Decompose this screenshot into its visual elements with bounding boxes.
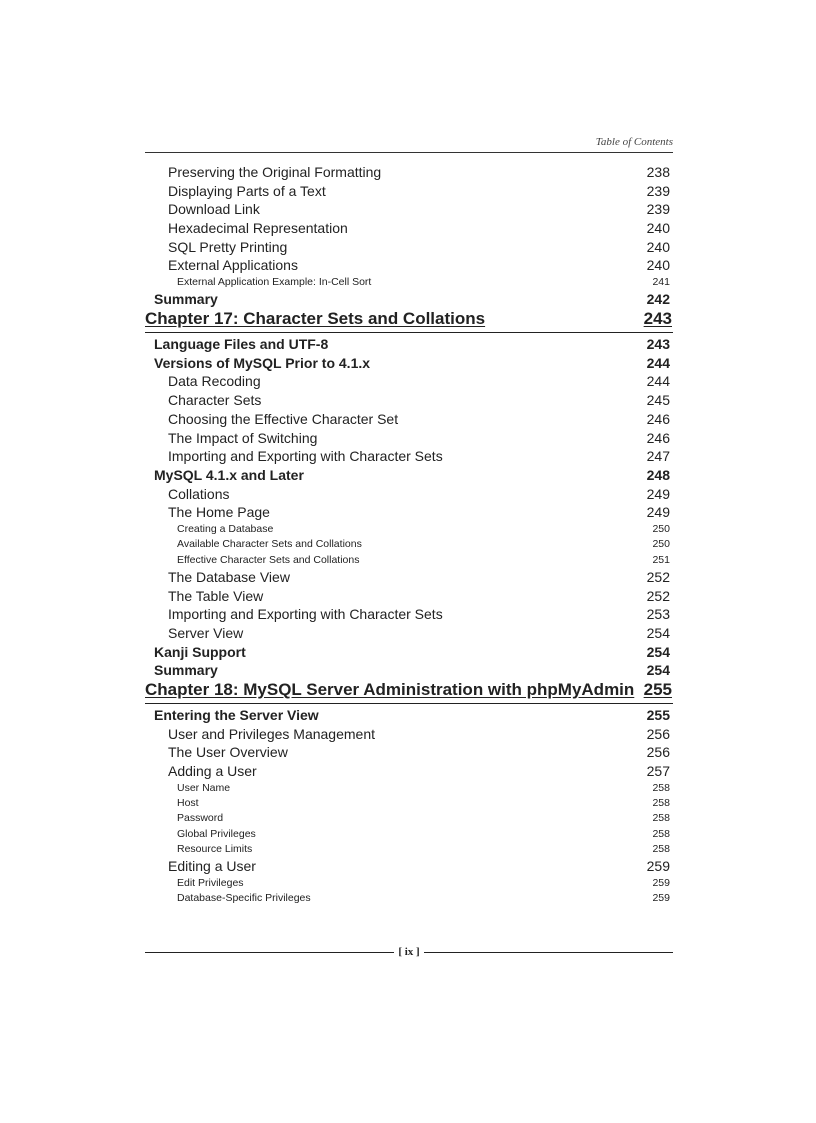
header-rule [145, 152, 673, 153]
toc-entry [145, 391, 673, 410]
toc-entry-page: 242 [646, 291, 670, 308]
toc-entry-page: 252 [646, 568, 670, 585]
toc-entry [145, 219, 673, 238]
toc-entry-title: Summary [154, 291, 218, 308]
toc-entry [145, 503, 673, 522]
toc-entry-title: Preserving the Original Formatting [168, 164, 382, 180]
toc-subentry [145, 827, 673, 842]
toc-entry-title: Kanji Support [154, 643, 246, 660]
toc-entry [145, 238, 673, 257]
toc-entry-page: 257 [646, 763, 670, 780]
toc-entry-page: 259 [652, 876, 670, 889]
toc-entry-page: 258 [652, 827, 670, 840]
toc-entry-title: Importing and Exporting with Character Sets [168, 448, 443, 465]
toc-entry-title: Adding a User [168, 763, 257, 780]
footer-rule-left [145, 952, 394, 953]
toc-entry-page: 254 [646, 624, 670, 641]
toc-chapter [145, 309, 673, 333]
toc-subentry [145, 876, 673, 891]
toc-entry [145, 200, 673, 219]
toc-entry-title: Effective Character Sets and Collations [177, 553, 360, 566]
toc-entry-page: 258 [652, 842, 670, 855]
toc-entry-title: The Table View [168, 587, 264, 604]
toc-subentry [145, 553, 673, 568]
toc-entry-page: 244 [646, 373, 670, 390]
toc-entry-title: Password [177, 812, 224, 825]
toc-entry-title: Hexadecimal Representation [168, 220, 348, 237]
toc-entry-page: 246 [646, 429, 670, 446]
toc-entry [145, 743, 673, 762]
toc-entry [145, 587, 673, 606]
toc-entry-title: Data Recoding [168, 373, 261, 390]
toc-entry-page: 258 [652, 781, 670, 794]
toc-entry-page: 254 [646, 662, 670, 679]
toc-entry [145, 485, 673, 504]
toc-entry-title: Language Files and UTF-8 [154, 336, 329, 353]
toc-entry-page: 259 [652, 892, 670, 905]
table-of-contents [145, 163, 673, 907]
toc-entry-page: 259 [646, 858, 670, 875]
toc-entry-page: 249 [646, 504, 670, 521]
toc-chapter [145, 680, 673, 704]
toc-entry-page: 253 [646, 606, 670, 623]
toc-entry-title: Versions of MySQL Prior to 4.1.x [154, 354, 371, 371]
page-number: [ ix ] [398, 946, 420, 958]
toc-entry [145, 857, 673, 876]
toc-entry-title: External Applications [168, 257, 298, 274]
toc-entry-title: Collations [168, 485, 230, 502]
toc-entry-page: 243 [643, 309, 672, 329]
toc-entry-title: Available Character Sets and Collations [177, 538, 362, 551]
toc-subentry [145, 796, 673, 811]
toc-section [145, 661, 673, 680]
toc-subentry [145, 522, 673, 537]
toc-subentry [145, 781, 673, 796]
toc-entry [145, 429, 673, 448]
toc-entry [145, 568, 673, 587]
toc-entry-page: 258 [652, 797, 670, 810]
toc-entry-title: Chapter 18: MySQL Server Administration with phpMyAdmin [145, 680, 635, 699]
toc-entry-title: Character Sets [168, 392, 262, 409]
toc-entry [145, 182, 673, 201]
toc-entry-title: Download Link [168, 201, 260, 218]
toc-entry-page: 247 [646, 448, 670, 465]
toc-entry-title: Importing and Exporting with Character Sets [168, 606, 443, 623]
toc-entry-page: 256 [646, 744, 670, 761]
toc-section [145, 335, 673, 354]
toc-section [145, 354, 673, 373]
toc-section [145, 290, 673, 309]
toc-section [145, 466, 673, 485]
toc-entry-page: 240 [646, 257, 670, 274]
page-footer [145, 944, 673, 960]
toc-entry-title: Choosing the Effective Character Set [168, 410, 399, 427]
toc-entry-page: 249 [646, 485, 670, 502]
toc-entry-title: Edit Privileges [177, 876, 244, 889]
toc-entry-page: 248 [646, 466, 670, 483]
toc-subentry [145, 891, 673, 906]
toc-entry-title: The Impact of Switching [168, 429, 318, 446]
toc-entry-page: 239 [646, 182, 670, 199]
toc-entry-title: The Home Page [168, 504, 270, 521]
toc-entry-title: The User Overview [168, 744, 288, 761]
toc-entry-page: 254 [646, 643, 670, 660]
toc-entry-title: Editing a User [168, 858, 256, 875]
toc-entry-title: The Database View [168, 568, 290, 585]
toc-entry-title: Creating a Database [177, 522, 274, 535]
toc-entry [145, 410, 673, 429]
toc-entry-title: User Name [177, 781, 231, 794]
toc-entry [145, 256, 673, 275]
toc-entry-title: Host [177, 797, 199, 810]
toc-entry-page: 244 [646, 354, 670, 371]
toc-entry-page: 255 [643, 680, 672, 699]
toc-entry-page: 258 [652, 812, 670, 825]
footer-rule-right [424, 952, 673, 953]
toc-entry-title: External Application Example: In-Cell Sort [177, 276, 372, 289]
toc-entry-title: Displaying Parts of a Text [168, 182, 326, 199]
toc-entry-page: 255 [646, 707, 670, 723]
toc-entry [145, 762, 673, 781]
toc-entry-page: 246 [646, 410, 670, 427]
toc-section [145, 706, 673, 725]
toc-entry-page: 239 [646, 201, 670, 218]
toc-entry-page: 251 [652, 553, 670, 566]
toc-entry-page: 250 [652, 538, 670, 551]
toc-entry-page: 245 [646, 392, 670, 409]
toc-entry-title: User and Privileges Management [168, 725, 375, 742]
toc-entry-title: Entering the Server View [154, 707, 319, 723]
toc-entry-page: 243 [646, 336, 670, 353]
toc-entry-page: 240 [646, 220, 670, 237]
toc-subentry [145, 811, 673, 826]
toc-entry [145, 725, 673, 744]
toc-entry-page: 238 [646, 164, 670, 180]
toc-entry [145, 163, 673, 182]
toc-entry-page: 252 [646, 587, 670, 604]
toc-entry [145, 372, 673, 391]
toc-entry-title: Chapter 17: Character Sets and Collations [145, 309, 486, 329]
toc-entry-page: 241 [652, 276, 670, 289]
toc-entry-title: Global Privileges [177, 827, 256, 840]
toc-entry-title: Summary [154, 662, 218, 679]
toc-entry-page: 240 [646, 238, 670, 255]
toc-entry-page: 250 [652, 522, 670, 535]
toc-entry-title: MySQL 4.1.x and Later [154, 466, 304, 483]
toc-subentry [145, 537, 673, 552]
toc-entry [145, 624, 673, 643]
running-header-title: Table of Contents [595, 136, 673, 148]
toc-entry-title: Database-Specific Privileges [177, 892, 311, 905]
toc-section [145, 643, 673, 662]
toc-entry-title: Server View [168, 624, 244, 641]
toc-entry-title: SQL Pretty Printing [168, 238, 288, 255]
toc-subentry [145, 842, 673, 857]
toc-entry-page: 256 [646, 725, 670, 742]
toc-entry [145, 447, 673, 466]
toc-subentry [145, 275, 673, 290]
toc-entry [145, 605, 673, 624]
toc-entry-title: Resource Limits [177, 842, 253, 855]
